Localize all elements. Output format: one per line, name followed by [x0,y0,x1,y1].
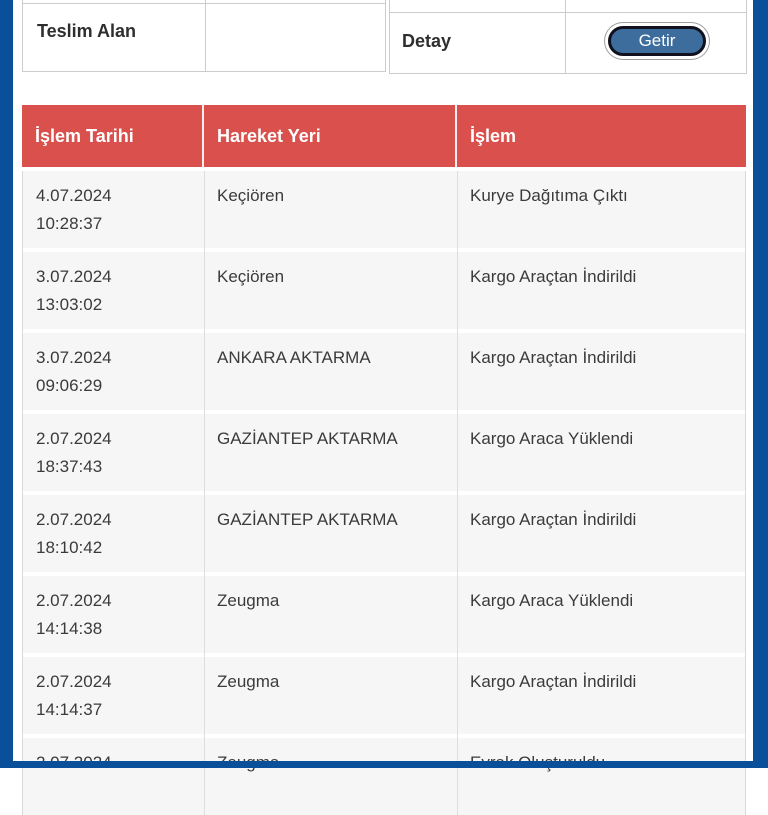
row-datetime-cell [23,738,204,815]
row-date: 3.07.2024 [36,267,112,286]
row-datetime-cell [23,333,204,410]
detail-form-table [389,0,747,74]
table-row [23,333,745,410]
row-time: 10:28:37 [36,214,103,233]
row-action: Kargo Araçtan İndirildi [470,267,637,286]
row-date: 2.07.2024 [36,510,112,529]
row-location: Zeugma [217,591,280,610]
table-row [23,171,745,248]
row-date: 2.07.2024 [36,429,112,448]
row-action [457,738,745,815]
row-datetime-cell [23,657,204,734]
row-location: Zeugma [217,672,280,691]
row-location: ANKARA AKTARMA [217,348,371,367]
teslim-alan-label: Teslim Alan [37,21,137,41]
column-header-islem: İşlem [470,125,517,146]
row-time: 13:03:02 [36,295,103,314]
column-divider [204,171,205,815]
row-time: 18:10:42 [36,538,103,557]
row-datetime-cell [23,495,204,572]
row-action: Kargo Araçtan İndirildi [470,510,637,529]
row-location: GAZİANTEP AKTARMA [217,429,398,448]
row-action: Kurye Dağıtıma Çıktı [470,186,628,205]
row-datetime-cell [23,576,204,653]
table-row [23,495,745,572]
getir-button[interactable]: Getir [608,26,706,56]
table-row [23,738,745,815]
row-action: Kargo Araçtan İndirildi [470,672,637,691]
row-location: Keçiören [217,267,285,286]
table-row [23,576,745,653]
history-table-header [22,105,746,167]
row-location: Keçiören [217,186,285,205]
left-frame-bar [0,0,13,768]
row-datetime-cell [23,414,204,491]
row-time: 09:06:29 [36,376,103,395]
column-header-hareket-yeri: Hareket Yeri [204,105,457,167]
form-row-divider [390,12,746,13]
row-time: 18:37:43 [36,457,103,476]
bottom-frame-bar [0,761,768,768]
form-row-divider [23,3,385,4]
row-location [204,738,457,815]
detay-label: Detay [402,31,452,51]
row-datetime-cell [23,171,204,248]
table-row [23,414,745,491]
recipient-form-table [22,0,386,72]
row-date: 4.07.2024 [36,186,112,205]
row-date: 3.07.2024 [36,348,112,367]
row-date: 2.07.2024 [36,672,112,691]
row-location: GAZİANTEP AKTARMA [217,510,398,529]
column-divider [457,171,458,815]
row-action: Kargo Araca Yüklendi [470,429,634,448]
form-column-divider [205,0,206,71]
row-action: Kargo Araca Yüklendi [470,591,634,610]
right-frame-bar [753,0,768,768]
column-header-islem-tarihi: İşlem Tarihi [22,105,204,167]
table-row [23,657,745,734]
form-column-divider [565,0,566,73]
history-rows [22,171,746,815]
table-row [23,252,745,329]
row-datetime-cell [23,252,204,329]
row-time: 14:14:38 [36,619,103,638]
row-date: 2.07.2024 [36,591,112,610]
row-action: Kargo Araçtan İndirildi [470,348,637,367]
history-table [22,105,746,815]
row-time: 14:14:37 [36,700,103,719]
